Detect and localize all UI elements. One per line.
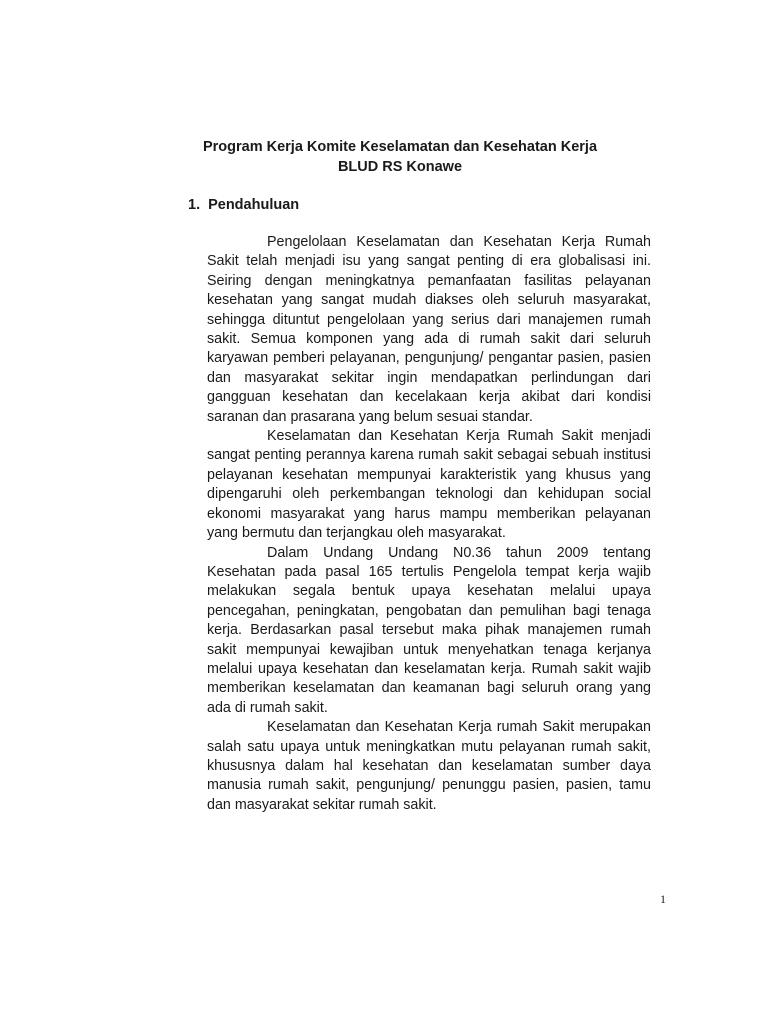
section-heading — [188, 195, 299, 215]
section-title: Pendahuluan — [208, 197, 300, 213]
section-number: 1. — [188, 197, 201, 213]
paragraph-1: Pengelolaan Keselamatan dan Kesehatan Kerja Rumah Sakit telah menjadi isu yang sangat penting di era globalisasi ini. Seiring dengan meningkatnya pemanfaatan fasilitas pelayanan kesehatan yang sangat mudah diakses oleh seluruh masyarakat, sehingga dituntut pengelolaan yang serius dari manajemen rumah sakit. Semua komponen yang ada di rumah sakit dari seluruh karyawan pemberi pelayanan, pengunjung/ pengantar pasien, pasien dan masyarakat sekitar ingin mendapatkan perlindungan dari gangguan kesehatan dan kecelakaan kerja akibat dari kondisi saranan dan prasarana yang belum sesuai standar. — [207, 234, 651, 425]
paragraph-4: Keselamatan dan Kesehatan Kerja rumah Sakit merupakan salah satu upaya untuk meningkatkan mutu pelayanan rumah sakit, khususnya dalam hal kesehatan dan keselamatan sumber daya manusia rumah sakit, pengunjung/ penunggu pasien, pasien, tamu dan masyarakat sekitar rumah sakit. — [207, 719, 651, 813]
section-body — [207, 233, 651, 815]
document-subtitle: BLUD RS Konawe — [337, 159, 463, 175]
paragraph-3: Dalam Undang Undang N0.36 tahun 2009 tentang Kesehatan pada pasal 165 tertulis Pengelola tempat kerja wajib melakukan segala bentuk upaya kesehatan melalui upaya pencegahan, peningkatan, pengobatan dan pemulihan bagi tenaga kerja. Berdasarkan pasal tersebut maka pihak manajemen rumah sakit mempunyai kewajiban untuk menyehatkan tenaga kerjanya melalui upaya kesehatan dan keselamatan kerja. Rumah sakit wajib memberikan keselamatan dan keamanan bagi seluruh orang yang ada di rumah sakit. — [207, 544, 651, 716]
document-title: Program Kerja Komite Keselamatan dan Kesehatan Kerja — [202, 139, 598, 155]
page-number: 1 — [660, 892, 666, 906]
paragraph-2: Keselamatan dan Kesehatan Kerja Rumah Sakit menjadi sangat penting perannya karena rumah sakit sebagai sebuah institusi pelayanan kesehatan mempunyai karakteristik yang khusus yang dipengaruhi oleh perkembangan teknologi dan kehidupan social ekonomi masyarakat yang harus mampu memberikan pelayanan yang bermutu dan terjangkau oleh masyarakat. — [207, 428, 651, 542]
